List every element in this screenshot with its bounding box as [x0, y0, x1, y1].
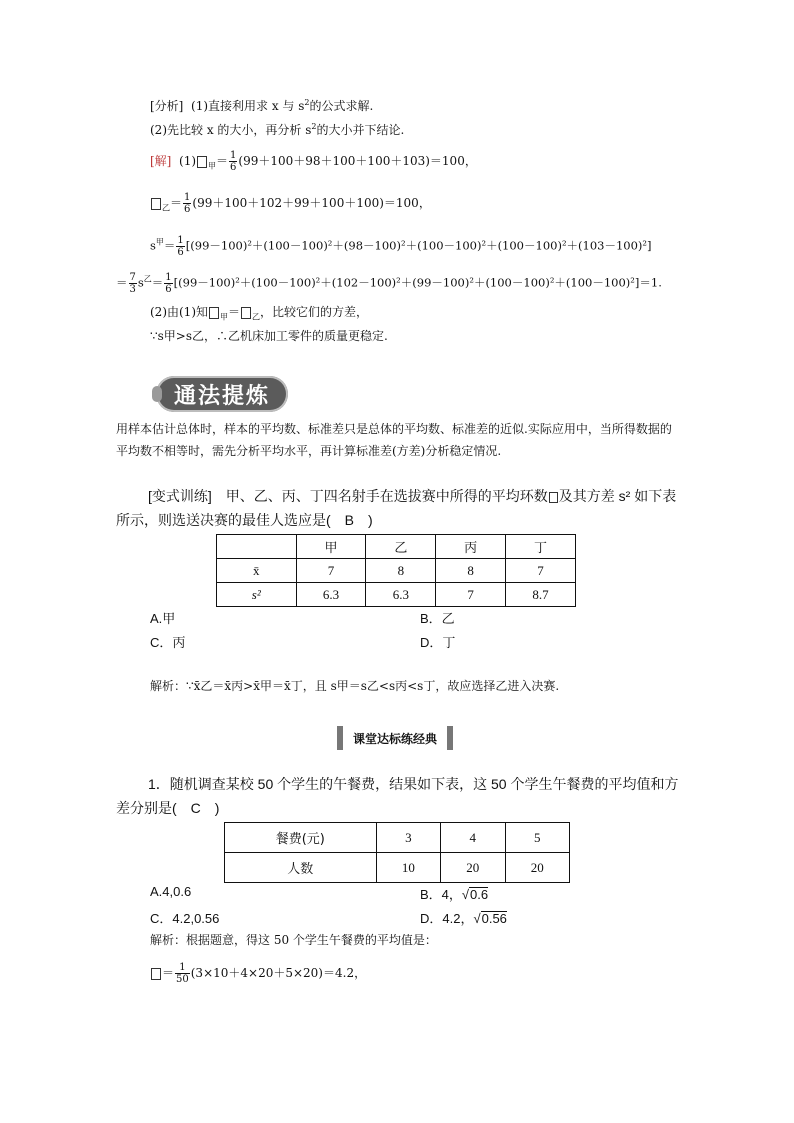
analysis-line-2: (2)先比较 x 的大小，再分析 $s^2$的大小并下结论. [150, 122, 405, 137]
analysis-text-2-tail: 的大小并下结论. [316, 123, 405, 137]
analysis-text-1-tail: 的公式求解. [309, 99, 374, 113]
x-bar-placeholder [549, 492, 558, 503]
fraction-one-fiftieth: $\frac{1}{50}$ [176, 962, 189, 985]
equals-sign: ＝ [116, 275, 128, 290]
q1-text: 1．随机调查某校 50 个学生的午餐费，结果如下表，这 50 个学生午餐费的平均值和方差分别是( C ) [116, 776, 679, 816]
variance-symbol: s [150, 238, 156, 253]
fraction-seven-thirds: $\frac{7}{3}$ [129, 272, 136, 295]
conclusion-prefix: (2)由(1)知 [150, 305, 208, 319]
mean-yi-expression: (99＋100＋102＋99＋100＋100)＝100， [192, 196, 431, 210]
q1-option-d: D．4.2，√0.56 [420, 911, 507, 926]
variant-table [216, 534, 576, 607]
row-label-mean: x̄ [217, 559, 297, 583]
row-label-variance: s² [217, 583, 297, 607]
section-bar-left [337, 726, 343, 750]
table-cell: 7 [506, 559, 576, 583]
table-row [217, 535, 576, 559]
fraction-one-sixth: $\frac{1}{6}$ [177, 235, 184, 258]
solution-line-4: ＝ $\frac{7}{3}$ $s^乙=$ $\frac{1}{6}$ [(99－100)²＋(100－100)²＋(102－100)²＋(99－100)²＋(100－100)²＋(100－100)²]＝1. [116, 272, 662, 295]
x-bar-placeholder [241, 307, 251, 319]
x-bar-placeholder [197, 156, 207, 168]
table-cell: 3 [376, 823, 440, 853]
option-b: B．乙 [420, 611, 455, 626]
fraction-one-sixth: $\frac{1}{6}$ [230, 150, 237, 173]
solution-part-label: (1) [179, 154, 197, 168]
solution-tag: 解析： [150, 933, 187, 947]
q1-solution-text: 根据题意，得这 50 个学生午餐费的平均值是： [186, 933, 437, 947]
solution-line-5: (2)由(1)知 $_甲$＝ $_乙$，比较它们的方差， [150, 305, 369, 322]
table-cell: 20 [441, 853, 505, 883]
variance-jia-expression: [(99－100)²＋(100－100)²＋(98－100)²＋(100－100)²＋(100－100)²＋(103－100)²] [185, 238, 652, 253]
variance-symbol: s [137, 275, 144, 290]
table-row [225, 823, 570, 853]
solution-line-1: [解] (1) $_甲$＝ $\frac{1}{6}$ (99＋100＋98＋100＋100＋103)＝100， [150, 150, 477, 173]
method-banner [156, 376, 288, 412]
variant-question [116, 484, 682, 532]
table-cell: 8 [366, 559, 436, 583]
subscript-jia: 甲 [208, 161, 217, 171]
q1-solution [150, 932, 437, 948]
sqrt-value: 0.56 [481, 911, 507, 926]
x-bar-placeholder [209, 307, 219, 319]
method-banner-text: 通法提炼 [173, 383, 270, 409]
conclusion-tail: ，比较它们的方差， [260, 305, 369, 319]
table-cell: 8.7 [506, 583, 576, 607]
option-d: D．丁 [420, 635, 456, 650]
table-row [225, 853, 570, 883]
q1-option-c: C．4.2,0.56 [150, 911, 220, 926]
table-cell: 20 [505, 853, 569, 883]
table-header: 甲 [296, 535, 366, 559]
solution-line-6 [150, 328, 388, 344]
section-header [330, 726, 460, 750]
table-cell: 4 [441, 823, 505, 853]
q1-option-b: B．4，√0.6 [420, 887, 489, 902]
section-bar-right [447, 726, 453, 750]
fraction-one-sixth: $\frac{1}{6}$ [184, 192, 191, 215]
table-header: 丙 [436, 535, 506, 559]
table-row [217, 583, 576, 607]
x-bar-placeholder [151, 968, 161, 980]
analysis-line-1: [分析] (1)直接利用求 x 与 $s^2$的公式求解. [150, 98, 374, 113]
solution-tag: 解析： [150, 679, 187, 693]
q1-option-b-label: B．4， [420, 887, 462, 902]
analysis-text-2: (2)先比较 x 的大小，再分析 s [150, 123, 312, 137]
variant-solution-text: ∵x̄乙＝x̄丙>x̄甲＝x̄丁，且 s甲＝s乙<s丙<s丁，故应选择乙进入决赛. [186, 679, 560, 693]
solution-line-3: $s^甲=$ $\frac{1}{6}$ [(99－100)²＋(100－100)²＋(98－100)²＋(100－100)²＋(100－100)²＋(103－100)²] [150, 235, 652, 258]
superscript-yi: 乙 [143, 274, 152, 284]
method-summary: 用样本估计总体时，样本的平均数、标准差只是总体的平均数、标准差的近似.实际应用中，当所得数据的平均数不相等时，需先分析平均水平，再计算标准差(方差)分析稳定情况. [116, 422, 672, 458]
variant-question-text: [变式训练] 甲、乙、丙、丁四名射手在选拔赛中所得的平均环数 [148, 488, 548, 504]
table-header: 乙 [366, 535, 436, 559]
q1-option-a: A.4,0.6 [150, 884, 192, 899]
q1-table [224, 822, 570, 883]
analysis-tag: [分析] [150, 99, 184, 113]
solution-line-2: $_乙$＝ $\frac{1}{6}$ (99＋100＋102＋99＋100＋100)＝100， [150, 192, 431, 215]
option-c: C．丙 [150, 635, 186, 650]
solution-tag: [解] [150, 154, 172, 168]
variant-solution [150, 678, 559, 694]
table-cell: 8 [436, 559, 506, 583]
q1-solution-expression: ＝ $\frac{1}{50}$ (3×10＋4×20＋5×20)＝4.2， [150, 962, 366, 985]
superscript-jia: 甲 [155, 237, 164, 247]
subscript-yi: 乙 [162, 203, 170, 213]
table-cell: 5 [505, 823, 569, 853]
row-label-count: 人数 [225, 853, 377, 883]
section-title: 课堂达标练经典 [352, 731, 437, 746]
table-row [217, 559, 576, 583]
table-cell: 6.3 [366, 583, 436, 607]
sqrt-value: 0.6 [470, 887, 489, 902]
row-label-fee: 餐费(元) [225, 823, 377, 853]
analysis-text-1: (1)直接利用求 x 与 s [191, 99, 305, 113]
variant-question-tail: 及其方差 s² 如下表所示，则选送决赛的最佳人选应是( B ) [116, 488, 677, 528]
q1-option-d-label: D．4.2， [420, 911, 474, 926]
option-a: A.甲 [150, 611, 176, 626]
mean-jia-expression: (99＋100＋98＋100＋100＋103)＝100， [238, 154, 477, 168]
table-cell: 6.3 [296, 583, 366, 607]
table-cell: 10 [376, 853, 440, 883]
variance-yi-expression: [(99－100)²＋(100－100)²＋(102－100)²＋(99－100)²＋(100－100)²＋(100－100)²]＝1. [173, 275, 662, 290]
table-cell: 7 [296, 559, 366, 583]
table-cell [217, 535, 297, 559]
fraction-one-sixth: $\frac{1}{6}$ [165, 272, 172, 295]
mean-expression: (3×10＋4×20＋5×20)＝4.2， [190, 966, 367, 980]
table-header: 丁 [506, 535, 576, 559]
table-cell: 7 [436, 583, 506, 607]
x-bar-placeholder [151, 198, 161, 210]
final-conclusion: ∵s甲>s乙，∴乙机床加工零件的质量更稳定. [150, 329, 388, 343]
